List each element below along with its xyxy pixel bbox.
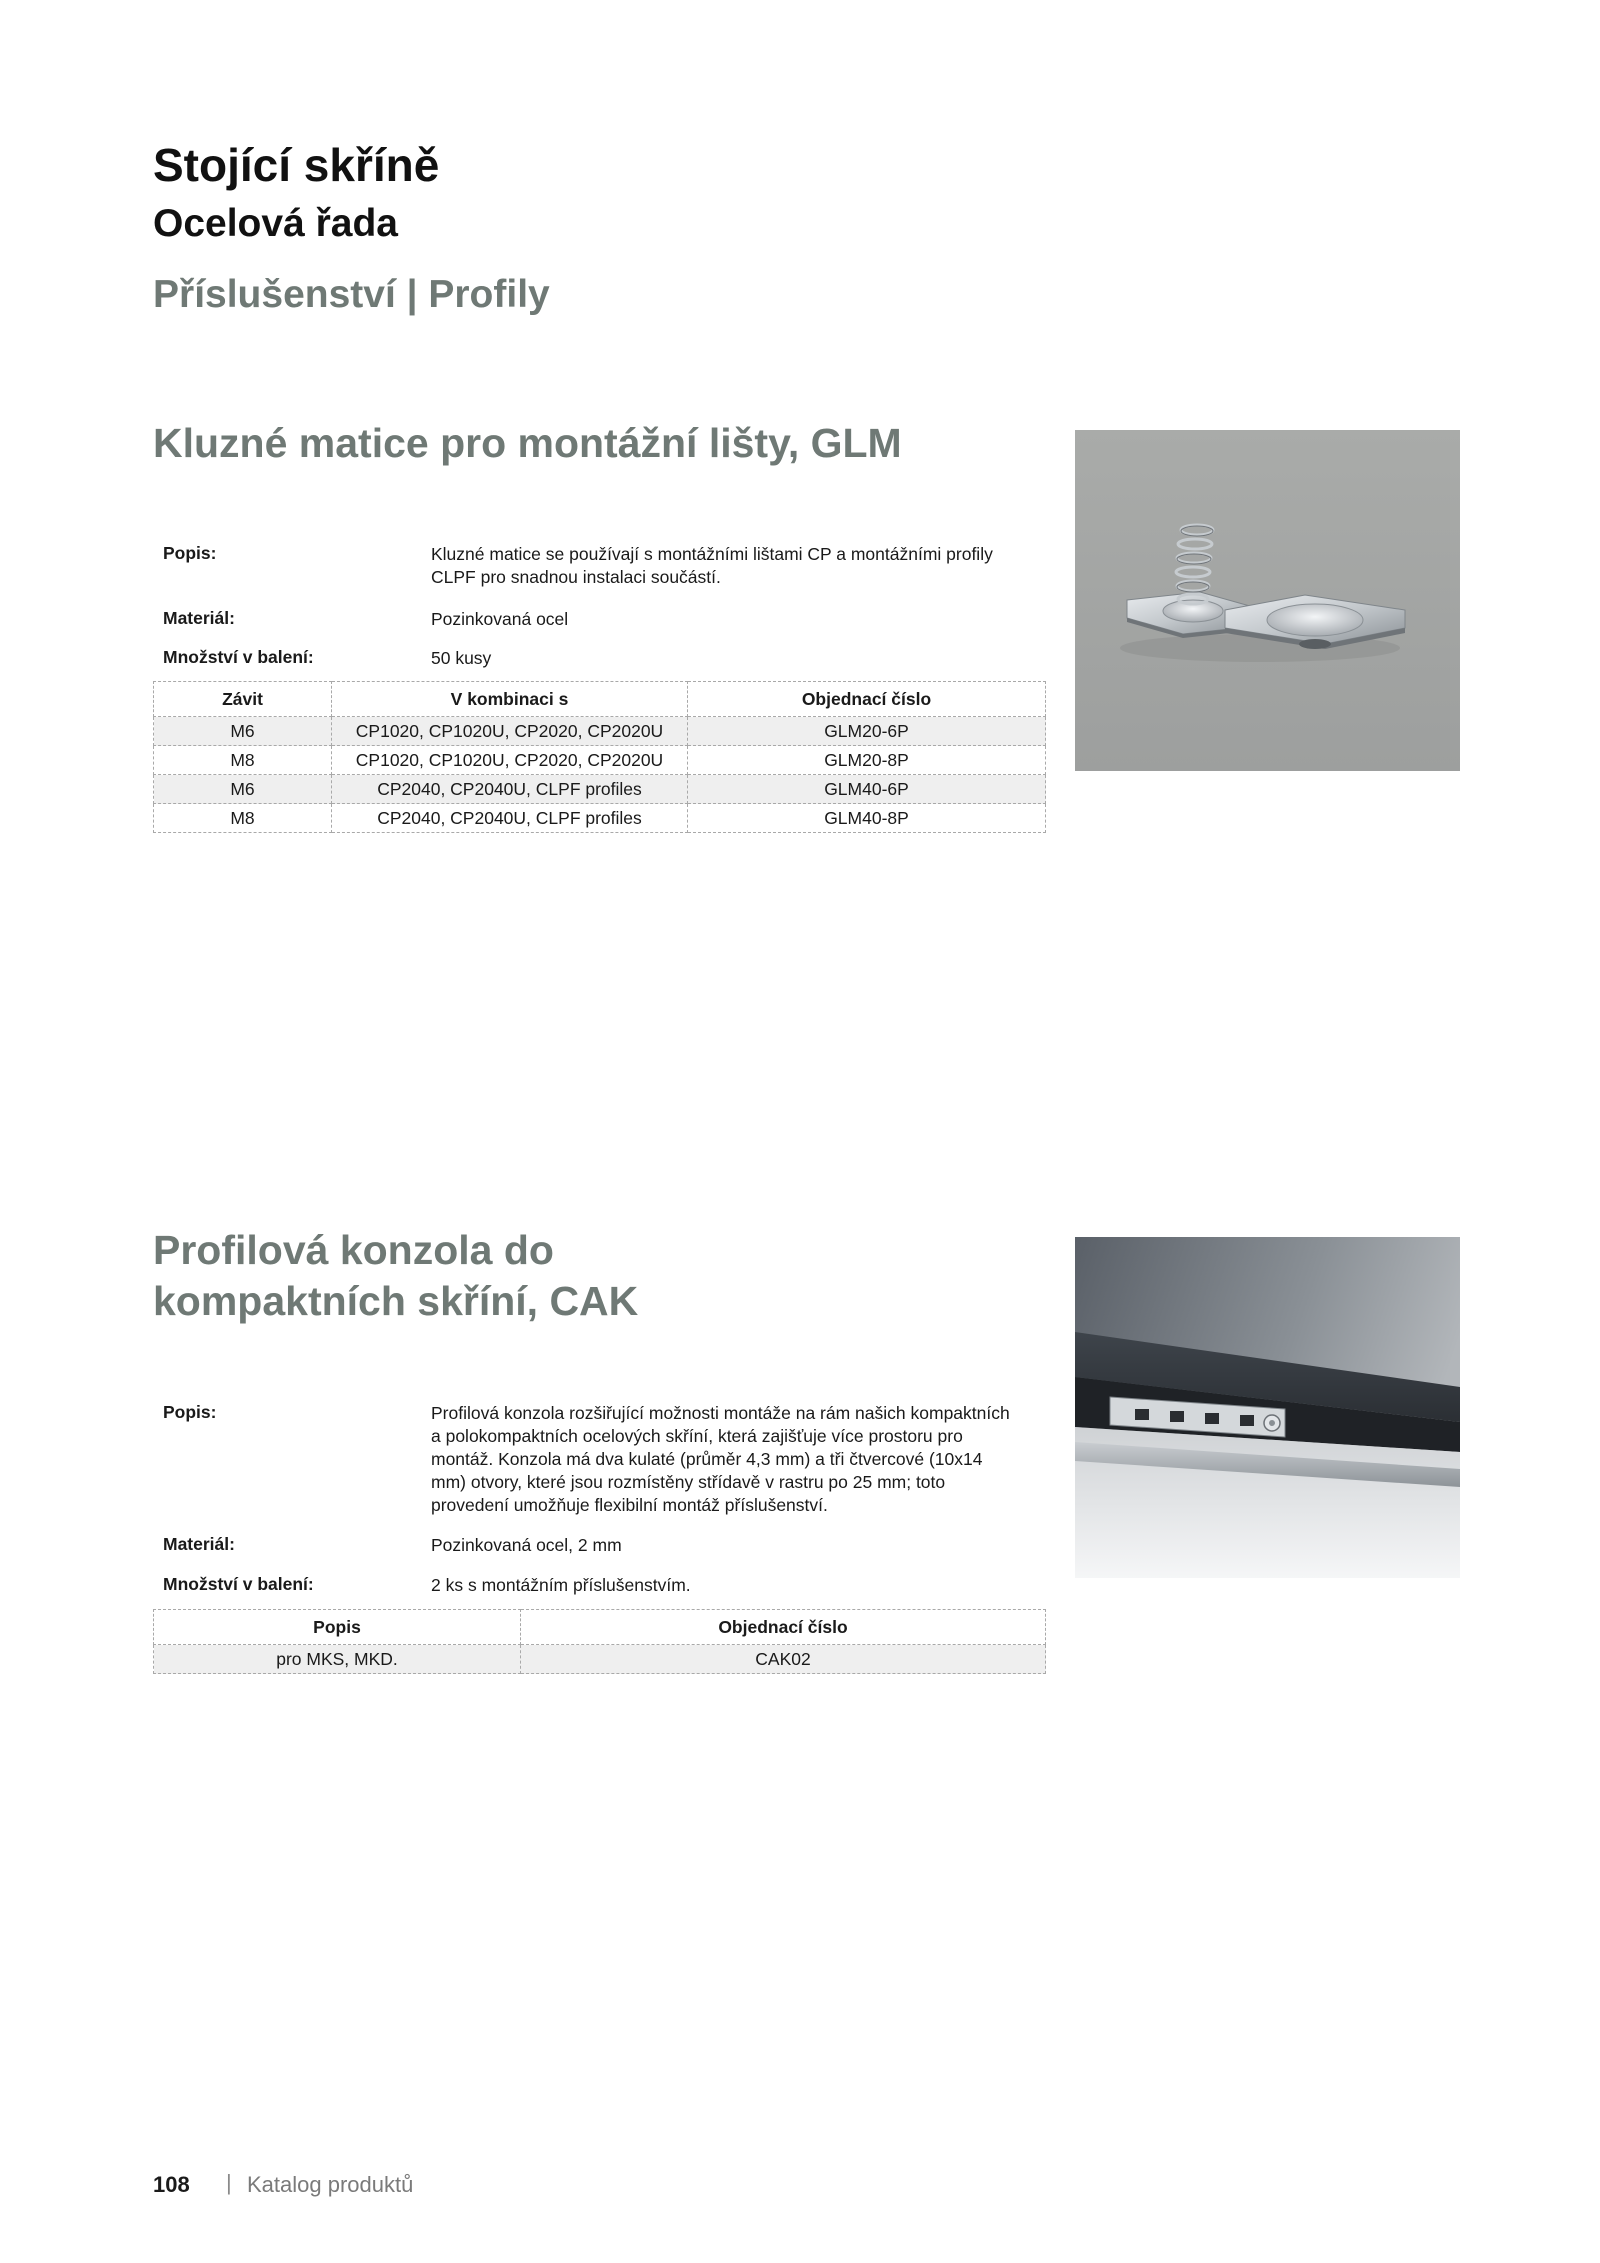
table-row bbox=[154, 746, 1046, 775]
spec-value: 2 ks s montážním příslušenstvím. bbox=[431, 1575, 691, 1595]
profile-bracket-image bbox=[1075, 1237, 1460, 1578]
spec-label: Množství v balení: bbox=[163, 647, 314, 667]
table-cell: GLM20-6P bbox=[688, 717, 1046, 746]
table-cell: GLM40-8P bbox=[688, 804, 1046, 833]
spec-value: Pozinkovaná ocel bbox=[431, 609, 569, 629]
column-header: Závit bbox=[154, 682, 332, 717]
spec-label: Popis: bbox=[163, 1402, 217, 1422]
table-cell: M6 bbox=[154, 717, 332, 746]
page-number: 108 bbox=[153, 2172, 190, 2197]
table-cell: M8 bbox=[154, 746, 332, 775]
spec-value: Kluzné matice se používají s montážními lištami CP a montážními profily CLPF pro snadnou instalaci součástí. bbox=[431, 544, 993, 587]
column-header: Objednací číslo bbox=[521, 1610, 1046, 1645]
table-cell: CP1020, CP1020U, CP2020, CP2020U bbox=[332, 717, 688, 746]
spec-label: Množství v balení: bbox=[163, 1574, 314, 1594]
table-header-row bbox=[154, 682, 1046, 717]
order-table-cak bbox=[153, 1609, 1046, 1674]
section-title-glm: Kluzné matice pro montážní lišty, GLM bbox=[153, 420, 902, 466]
column-header: Popis bbox=[154, 1610, 521, 1645]
footer-catalog-label: Katalog produktů bbox=[247, 2172, 414, 2197]
sliding-nut-image bbox=[1075, 430, 1460, 771]
table-cell: M8 bbox=[154, 804, 332, 833]
product-photo-cak bbox=[1075, 1237, 1460, 1578]
table-row bbox=[154, 804, 1046, 833]
table-header-row bbox=[154, 1610, 1046, 1645]
spec-value: 50 kusy bbox=[431, 648, 492, 668]
table-cell: CP1020, CP1020U, CP2020, CP2020U bbox=[332, 746, 688, 775]
table-row bbox=[154, 717, 1046, 746]
table-cell: pro MKS, MKD. bbox=[154, 1645, 521, 1674]
category-heading: Příslušenství | Profily bbox=[153, 273, 550, 316]
page-title: Stojící skříně bbox=[153, 139, 440, 191]
footer-separator: | bbox=[226, 2170, 232, 2195]
section-title-cak bbox=[153, 1225, 638, 1327]
table-cell: CAK02 bbox=[521, 1645, 1046, 1674]
table-cell: CP2040, CP2040U, CLPF profiles bbox=[332, 804, 688, 833]
section-title-line: Profilová konzola do bbox=[153, 1227, 554, 1273]
table-cell: GLM20-8P bbox=[688, 746, 1046, 775]
section-title-line: kompaktních skříní, CAK bbox=[153, 1278, 639, 1324]
page-subtitle: Ocelová řada bbox=[153, 202, 398, 245]
column-header: Objednací číslo bbox=[688, 682, 1046, 717]
order-table-glm bbox=[153, 681, 1046, 833]
spec-value: Pozinkovaná ocel, 2 mm bbox=[431, 1535, 622, 1555]
column-header: V kombinaci s bbox=[332, 682, 688, 717]
table-row bbox=[154, 1645, 1046, 1674]
table-cell: CP2040, CP2040U, CLPF profiles bbox=[332, 775, 688, 804]
table-row bbox=[154, 775, 1046, 804]
spec-label: Popis: bbox=[163, 543, 217, 563]
product-photo-glm bbox=[1075, 430, 1460, 771]
table-cell: M6 bbox=[154, 775, 332, 804]
spec-label: Materiál: bbox=[163, 608, 235, 628]
table-cell: GLM40-6P bbox=[688, 775, 1046, 804]
spec-label: Materiál: bbox=[163, 1534, 235, 1554]
spec-value: Profilová konzola rozšiřující možnosti montáže na rám našich kompaktních a polokompaktních ocelových skříní, která zajišťuje více prostoru pro montáž. Konzola má dva kulaté (průměr 4,3 mm) a tři čtvercové (10x14 mm) otvory, které jsou rozmístěny střídavě v rastru po 25 mm; toto provedení umožňuje flexibilní montáž příslušenství. bbox=[431, 1403, 1010, 1515]
